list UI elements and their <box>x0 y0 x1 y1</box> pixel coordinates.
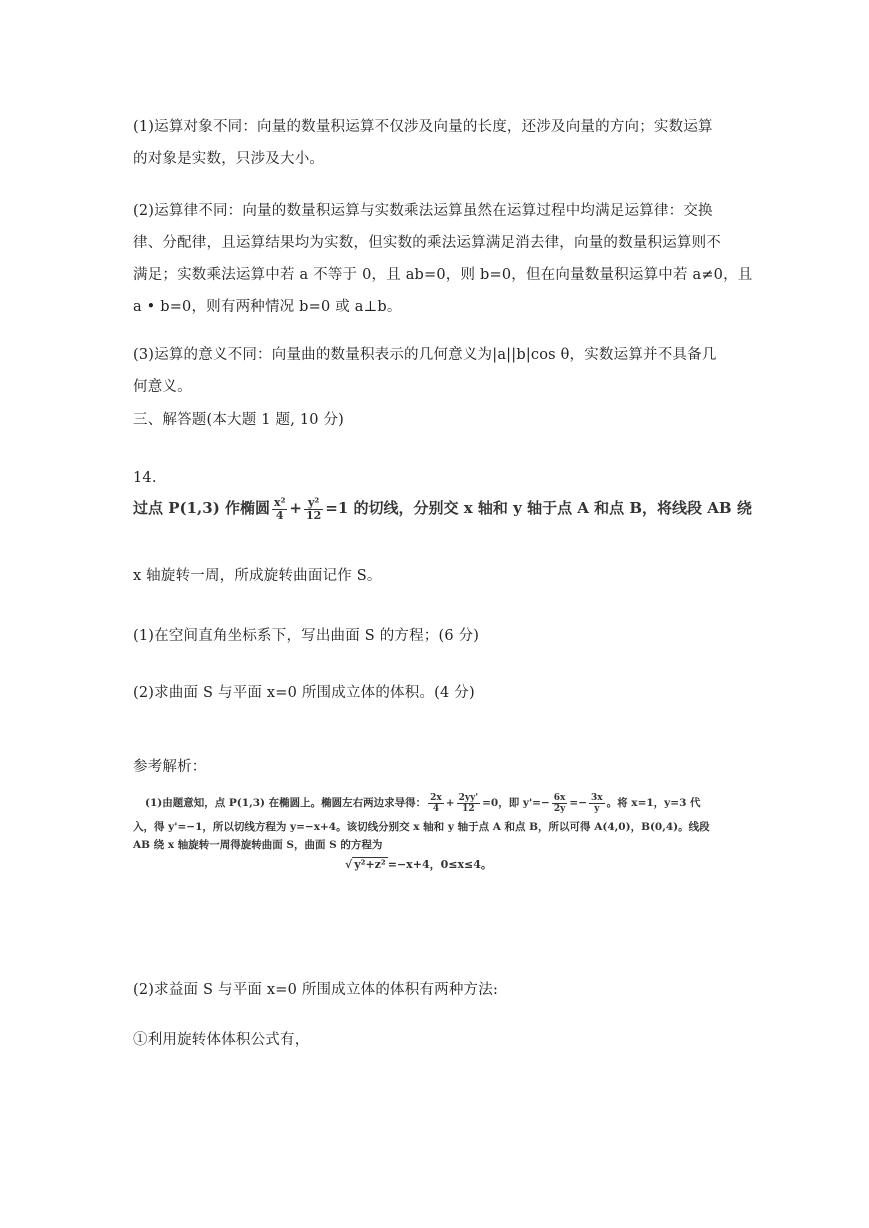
sqrt-radicand: y²+z² <box>354 858 386 871</box>
sqrt-symbol: √ <box>345 858 353 871</box>
scan-line-2: 入，得 y'=−1，所以切线方程为 y=−x+4。该切线分别交 x 轴和 y 轴于点 A 和点 B，所以可得 A(4,0)，B(0,4)。线段 <box>133 821 710 833</box>
paragraph-2-line-2: 律、分配律，且运算结果均为实数，但实数的乘法运算满足消去律，向量的数量积运算则不 <box>133 235 721 251</box>
paragraph-2-line-1: (2)运算律不同：向量的数量积运算与实数乘法运算虽然在运算过程中均满足运算律：交换 <box>133 203 713 219</box>
paragraph-1-line-1: (1)运算对象不同：向量的数量积运算不仅涉及向量的长度，还涉及向量的方向；实数运算 <box>133 119 713 135</box>
fraction-numerator: 2x <box>430 792 442 803</box>
answer-label: 参考解析： <box>133 759 207 775</box>
method-1: ①利用旋转体体积公式有， <box>133 1032 310 1048</box>
fraction-numerator: 3x <box>591 792 603 803</box>
part-2-intro: (2)求益面 S 与平面 x=0 所围成立体的体积有两种方法: <box>133 982 499 998</box>
scan-text: 。将 x=1，y=3 代 <box>606 797 701 809</box>
question-text-post: =1 的切线，分别交 x 轴和 y 轴于点 A 和点 B，将线段 AB 绕 <box>325 499 752 517</box>
scan-text: =0，即 y'=− <box>482 797 550 809</box>
fraction-numerator: 6x <box>553 792 566 803</box>
fraction-numerator: 2yy' <box>458 792 479 803</box>
paragraph-2-line-3: 满足；实数乘法运算中若 a 不等于 0，且 ab=0，则 b=0，但在向量数量积运算中若 a≠0，且 <box>133 267 753 283</box>
scan-line-4 <box>345 856 492 874</box>
fraction-denominator: 12 <box>462 803 475 814</box>
scanned-solution-image <box>133 790 733 880</box>
question-image-text <box>133 490 752 526</box>
fraction-denominator: 4 <box>275 508 284 522</box>
fraction <box>457 793 480 814</box>
scan-line-1 <box>145 790 701 816</box>
scan-text: =−x+4，0≤x≤4。 <box>387 858 492 871</box>
fraction <box>552 793 568 814</box>
fraction-numerator: x² <box>274 495 286 509</box>
fraction <box>589 793 605 814</box>
fraction-denominator: 12 <box>305 508 322 522</box>
fraction-denominator: 2y <box>553 803 566 814</box>
fraction <box>428 793 444 814</box>
fraction-denominator: 4 <box>432 803 440 814</box>
paragraph-1 <box>133 111 743 175</box>
paragraph-2-line-4: a • b=0，则有两种情况 b=0 或 a⊥b。 <box>133 299 402 315</box>
question-continuation: x 轴旋转一周，所成旋转曲面记作 S。 <box>133 568 382 584</box>
fraction-denominator: y <box>594 803 600 814</box>
question-number: 14. <box>133 470 157 486</box>
question-part-2: (2)求曲面 S 与平面 x=0 所围成立体的体积。(4 分) <box>133 685 475 701</box>
question-text-pre: 过点 P(1,3) 作椭圆 <box>133 499 271 517</box>
plus-sign: + <box>445 797 455 809</box>
paragraph-3-line-2: 何意义。 <box>133 379 192 395</box>
plus-sign: + <box>289 499 302 517</box>
fraction-x2-over-4 <box>272 497 287 522</box>
scan-line-3: AB 绕 x 轴旋转一周得旋转曲面 S，曲面 S 的方程为 <box>133 839 383 851</box>
paragraph-2 <box>133 195 753 323</box>
fraction-y2-over-12 <box>304 497 323 522</box>
question-part-1: (1)在空间直角坐标系下，写出曲面 S 的方程；(6 分) <box>133 628 480 644</box>
scan-text: =− <box>569 797 588 809</box>
scan-text: (1)由题意知，点 P(1,3) 在椭圆上。椭圆左右两边求导得： <box>145 797 427 809</box>
paragraph-3 <box>133 339 743 403</box>
section-heading: 三、解答题(本大题 1 题, 10 分) <box>133 412 345 428</box>
paragraph-3-line-1: (3)运算的意义不同：向量曲的数量积表示的几何意义为|a||b|cos θ，实数运算并不具备几 <box>133 347 717 363</box>
fraction-numerator: y² <box>304 497 323 510</box>
paragraph-1-line-2: 的对象是实数，只涉及大小。 <box>133 151 325 167</box>
